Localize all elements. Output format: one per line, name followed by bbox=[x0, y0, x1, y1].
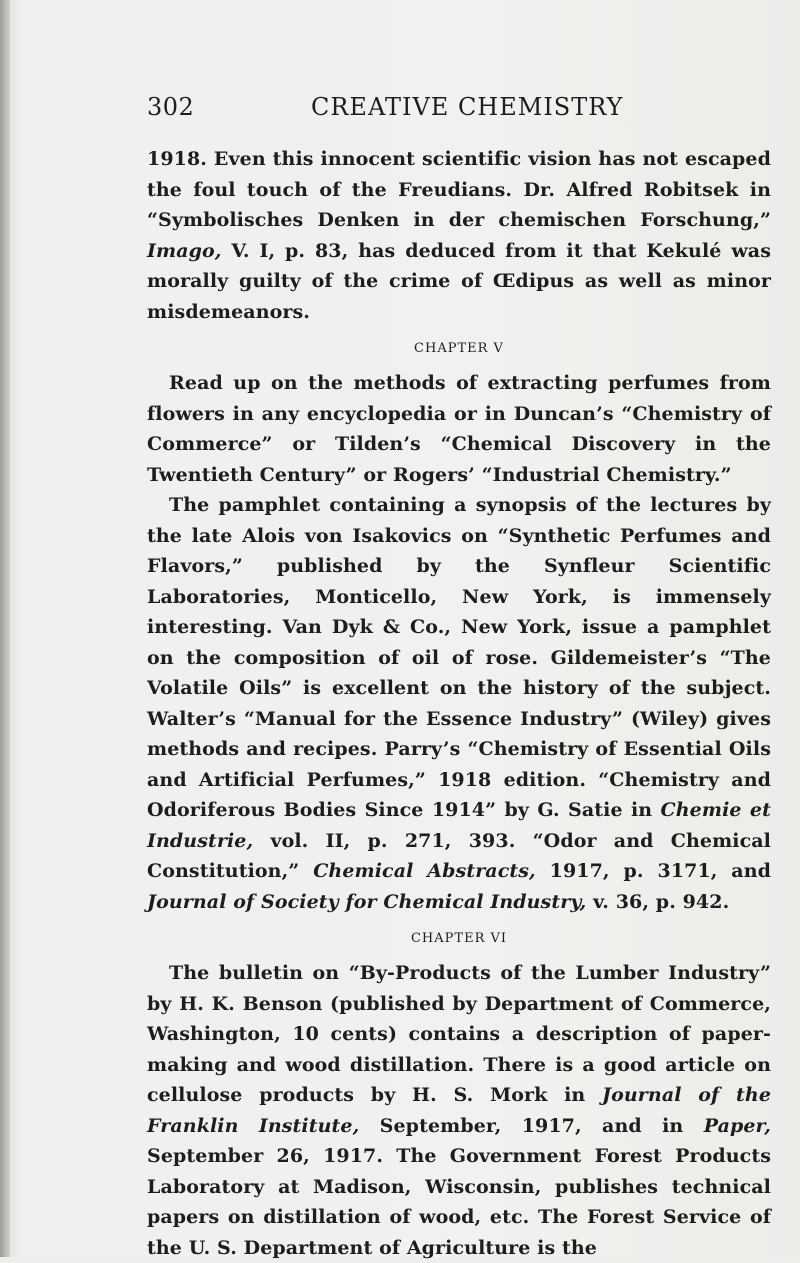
page-number: 302 bbox=[147, 93, 195, 121]
chapter-5-heading: CHAPTER V bbox=[414, 341, 504, 356]
chapter-5-paragraph-2: The pamphlet containing a synopsis of the lectures by the late Alois von Isakovics on “Synthetic Perfumes and Flavors,” published by the Synfleur Scientific Laboratories, Monticello, New York, is immensely interesting. Van Dyk & Co., New York, issue a pamphlet on the composition of oil of rose. Gildemeister’s “The Volatile Oils” is excellent on the history of the subject. Walter’s “Manual for the Essence Industry” (Wiley) gives methods and recipes. Parry’s “Chemistry of Essential Oils and Artificial Perfumes,” 1918 edition. “Chemistry and Odoriferous Bodies Since 1914” by G. Satie in Chemie et Industrie, vol. II, p. 271, 393. “Odor and Chemical Constitution,” Chemical Abstracts, 1917, p. 3171, and Journal of Society for Chemical Industry, v. 36, p. 942. bbox=[147, 494, 772, 913]
page-binding-edge bbox=[0, 0, 10, 1257]
body-text bbox=[147, 144, 771, 1263]
chapter-6-heading: CHAPTER VI bbox=[410, 931, 508, 946]
page-header bbox=[147, 93, 767, 123]
paragraph-continued: 1918. Even this innocent scientific vision has not escaped the foul touch of the Freudians. Dr. Alfred Robitsek in “Symbolisches Denken in der chemischen Forschung,” Imago, V. I, p. 83, has deduced from it that Kekulé was morally guilty of the crime of Œdipus as well as minor misdemeanors. bbox=[147, 148, 771, 323]
running-head-title: CREATIVE CHEMISTRY bbox=[311, 93, 624, 121]
chapter-5-paragraph-1: Read up on the methods of extracting perfumes from flowers in any encyclopedia or in Duncan’s “Chemistry of Commerce” or Tilden’s “Chemical Discovery in the Twentieth Century” or Rogers’ “Industrial Chemistry.” bbox=[147, 372, 771, 486]
chapter-6-paragraph-1: The bulletin on “By-Products of the Lumber Industry” by H. K. Benson (published by Department of Commerce, Washington, 10 cents) contains a description of paper-making and wood distillation. There is a good article on cellulose products by H. S. Mork in Journal of the Franklin Institute, September, 1917, and in Paper, September 26, 1917. The Government Forest Products Laboratory at Madison, Wisconsin, publishes technical papers on distillation of wood, etc. The Forest Service of the U. S. Department of Agriculture is the bbox=[147, 962, 772, 1259]
